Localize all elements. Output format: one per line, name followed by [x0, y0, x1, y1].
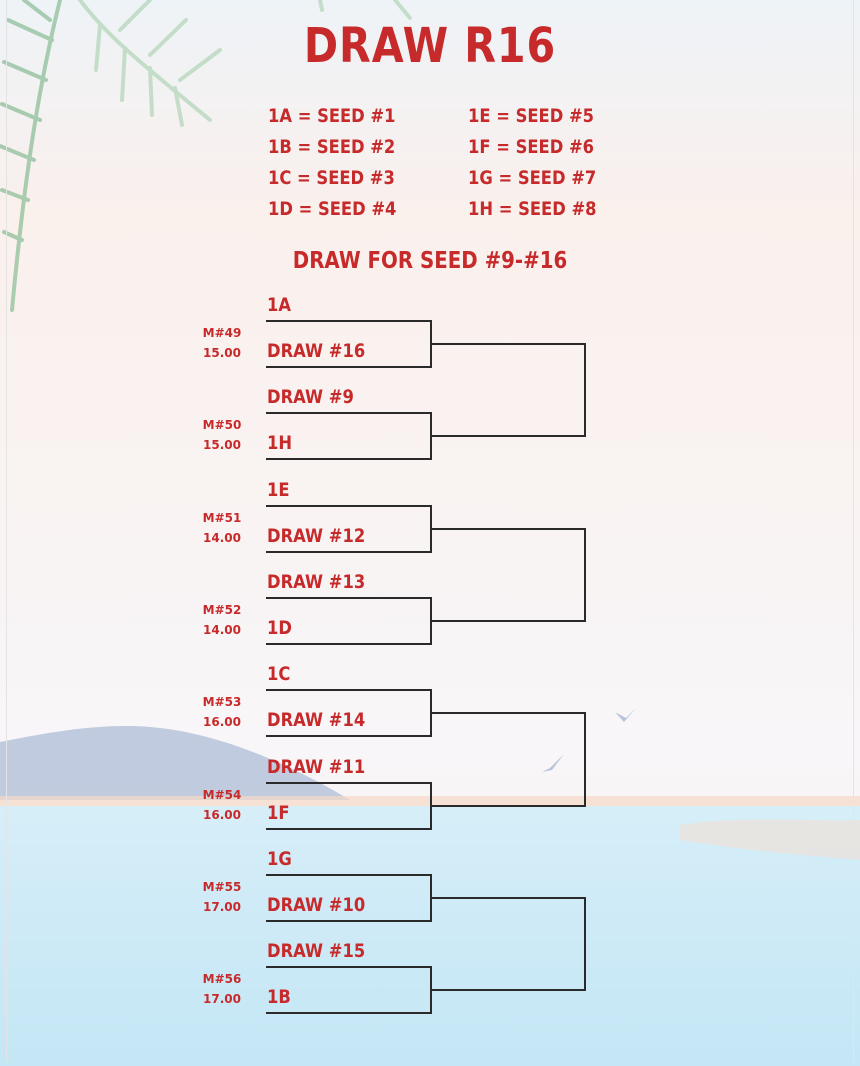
- bracket-line: [266, 643, 430, 645]
- match-label: [198, 323, 246, 363]
- match-time: 17.00: [203, 900, 241, 914]
- team-slot-top: 1A: [267, 294, 292, 316]
- bracket-line: [266, 735, 430, 737]
- team-slot-top: 1C: [267, 663, 291, 685]
- bracket-line: [430, 528, 584, 530]
- match-label: [198, 600, 246, 640]
- match-label: [198, 877, 246, 917]
- match-number: M#51: [202, 511, 242, 525]
- bracket-line: [430, 805, 584, 807]
- team-slot-bottom: DRAW #10: [267, 894, 366, 916]
- team-slot-top: DRAW #9: [267, 386, 354, 408]
- bracket-line: [266, 458, 430, 460]
- bracket-line: [266, 1012, 430, 1014]
- bracket-line: [430, 435, 584, 437]
- bracket-line: [584, 712, 586, 807]
- bracket-subtitle: DRAW FOR SEED #9-#16: [292, 248, 568, 274]
- seed-label: 1D = SEED #4: [268, 198, 397, 220]
- bracket-line: [266, 966, 430, 968]
- bracket-line: [584, 528, 586, 622]
- team-slot-bottom: 1H: [267, 432, 293, 454]
- bracket-line: [266, 689, 430, 691]
- bracket-line: [266, 874, 430, 876]
- bracket-line: [266, 412, 430, 414]
- match-number: M#55: [202, 880, 242, 894]
- match-number: M#56: [202, 972, 242, 986]
- bracket-line: [430, 620, 584, 622]
- team-slot-top: DRAW #13: [267, 571, 366, 593]
- bracket-line: [266, 505, 430, 507]
- seed-label: 1G = SEED #7: [468, 167, 597, 189]
- match-time: 15.00: [203, 346, 241, 360]
- match-number: M#52: [202, 603, 242, 617]
- team-slot-top: DRAW #11: [267, 756, 366, 778]
- bracket-line: [430, 343, 584, 345]
- bracket-line: [266, 597, 430, 599]
- bracket-line: [430, 897, 584, 899]
- seed-label: 1B = SEED #2: [268, 136, 396, 158]
- match-time: 16.00: [203, 808, 241, 822]
- match-time: 14.00: [203, 623, 241, 637]
- match-number: M#50: [202, 418, 242, 432]
- match-time: 15.00: [203, 438, 241, 452]
- bracket-line: [584, 343, 586, 437]
- team-slot-top: 1G: [267, 848, 292, 870]
- match-time: 16.00: [203, 715, 241, 729]
- match-number: M#54: [202, 788, 242, 802]
- team-slot-bottom: 1B: [267, 986, 291, 1008]
- match-time: 14.00: [203, 531, 241, 545]
- match-number: M#49: [202, 326, 242, 340]
- seed-label: 1F = SEED #6: [468, 136, 595, 158]
- match-time: 17.00: [203, 992, 241, 1006]
- team-slot-bottom: 1D: [267, 617, 292, 639]
- team-slot-top: DRAW #15: [267, 940, 366, 962]
- bracket-line: [584, 897, 586, 991]
- match-label: [198, 692, 246, 732]
- team-slot-bottom: 1F: [267, 802, 290, 824]
- match-number: M#53: [202, 695, 242, 709]
- team-slot-bottom: DRAW #16: [267, 340, 366, 362]
- team-slot-bottom: DRAW #14: [267, 709, 366, 731]
- bracket-line: [266, 366, 430, 368]
- match-label: [198, 415, 246, 455]
- bracket-line: [266, 782, 430, 784]
- bracket-line: [266, 828, 430, 830]
- seed-label: 1A = SEED #1: [268, 105, 396, 127]
- page-title: DRAW R16: [303, 18, 557, 74]
- bracket-line: [430, 989, 584, 991]
- seed-label: 1C = SEED #3: [268, 167, 395, 189]
- seed-label: 1E = SEED #5: [468, 105, 595, 127]
- seed-label: 1H = SEED #8: [468, 198, 597, 220]
- bracket-line: [266, 320, 430, 322]
- match-label: [198, 785, 246, 825]
- bracket-line: [266, 920, 430, 922]
- bracket-line: [430, 712, 584, 714]
- match-label: [198, 508, 246, 548]
- team-slot-bottom: DRAW #12: [267, 525, 366, 547]
- match-label: [198, 969, 246, 1009]
- bracket-line: [266, 551, 430, 553]
- team-slot-top: 1E: [267, 479, 290, 501]
